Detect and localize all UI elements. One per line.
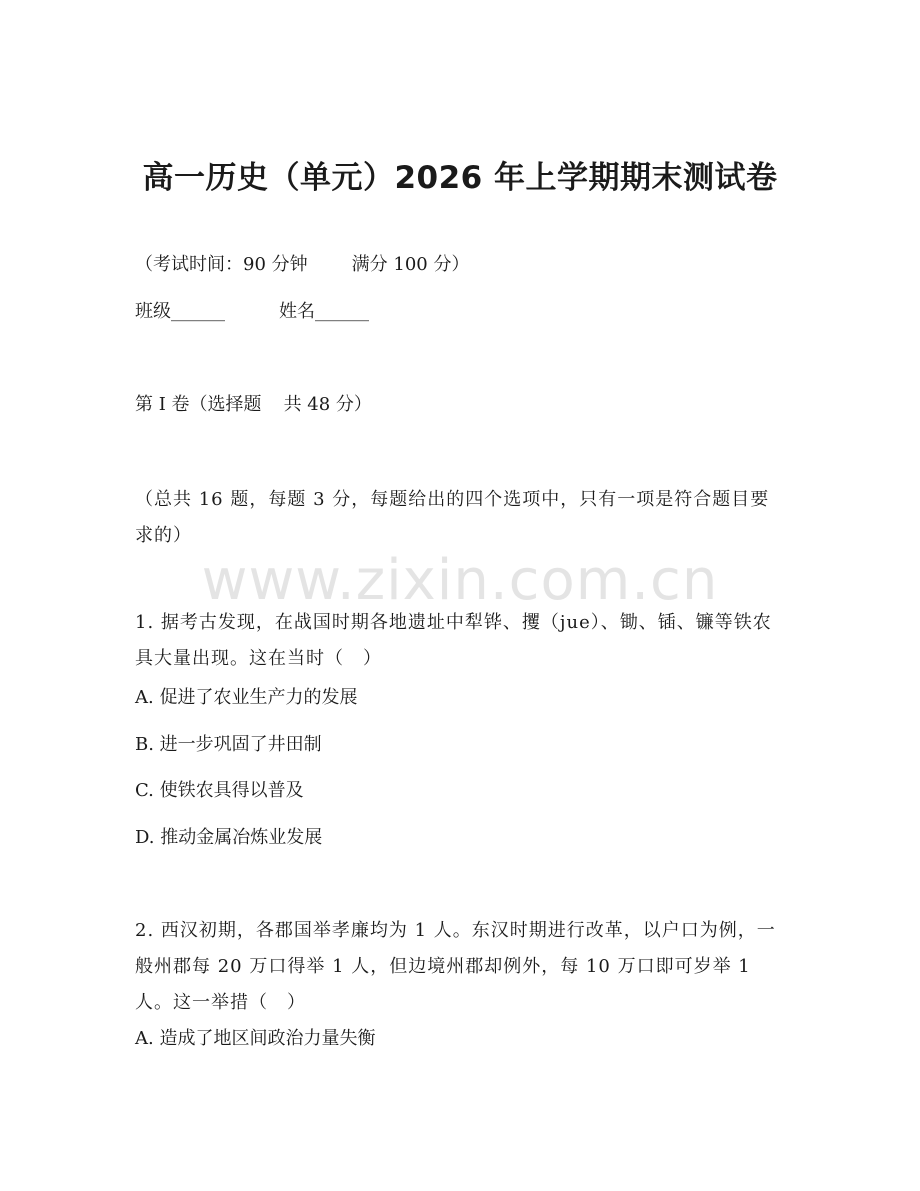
- section-title: 第 I 卷（选择题: [135, 394, 262, 415]
- section-instruction: （总共 16 题，每题 3 分，每题给出的四个选项中，只有一项是符合题目要求的）: [135, 489, 770, 546]
- question-1-option-c: C. 使铁农具得以普及: [135, 780, 304, 801]
- question-2-stem: 2. 西汉初期，各郡国举孝廉均为 1 人。东汉时期进行改革，以户口为例，一般州郡每 20 万口得举 1 人，但边境州郡却例外，每 10 万口即可岁举 1 人。这一举措（ ）: [135, 920, 776, 1013]
- question-1-option-b: B. 进一步巩固了井田制: [135, 734, 322, 755]
- section-total: 共 48 分）: [283, 394, 372, 415]
- name-field: 姓名______: [279, 301, 369, 322]
- question-1-option-a: A. 促进了农业生产力的发展: [135, 687, 358, 708]
- question-1-stem: 1. 据考古发现，在战国时期各地遗址中犁铧、攫（jue）、锄、锸、镰等铁农具大量出现。这在当时（ ）: [135, 612, 772, 669]
- exam-info-line: [135, 250, 469, 280]
- class-field: 班级______: [135, 301, 225, 322]
- section-heading: [135, 390, 372, 420]
- watermark: www.zixin.com.cn: [201, 548, 719, 613]
- exam-score: 满分 100 分）: [351, 254, 470, 275]
- question-2-option-a: A. 造成了地区间政治力量失衡: [135, 1028, 376, 1049]
- student-fields: [135, 297, 369, 327]
- question-1-option-d: D. 推动金属冶炼业发展: [135, 827, 323, 848]
- page-title: 高一历史（单元）2026 年上学期期末测试卷: [142, 160, 778, 196]
- exam-time: （考试时间：90 分钟: [135, 254, 308, 275]
